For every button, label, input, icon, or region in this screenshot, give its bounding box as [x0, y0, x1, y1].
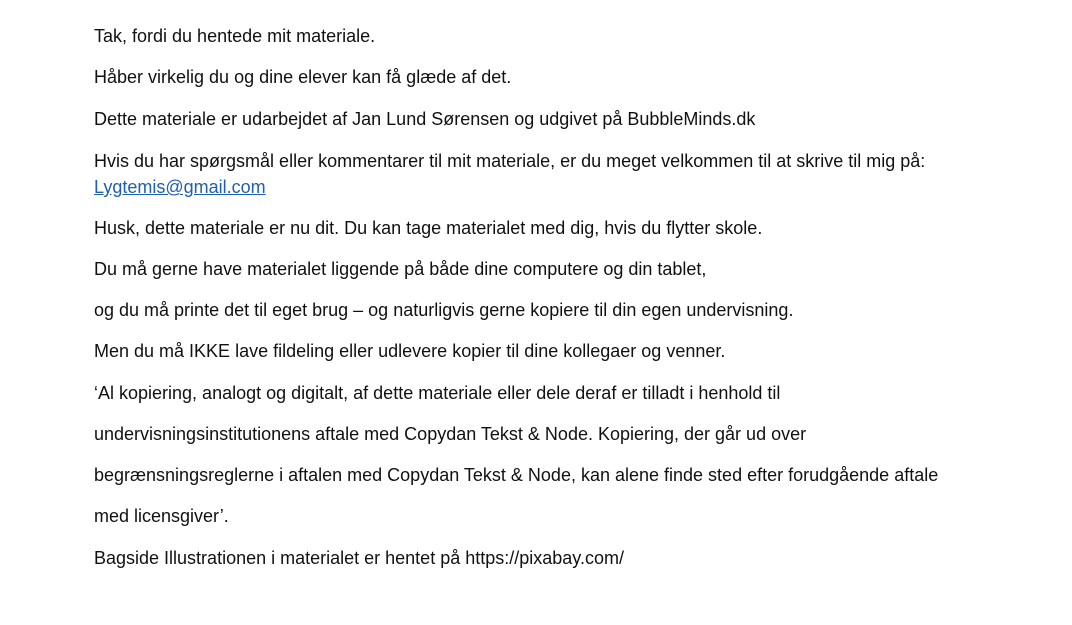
devices-line: Du må gerne have materialet liggende på både dine computere og din tablet, [94, 259, 707, 279]
email-link[interactable]: Lygtemis@gmail.com [94, 177, 266, 197]
author-line: Dette materiale er udarbejdet af Jan Lund Sørensen og udgivet på BubbleMinds.dk [94, 109, 756, 129]
ownership-line: Husk, dette materiale er nu dit. Du kan tage materialet med dig, hvis du flytter skole. [94, 218, 763, 238]
hope-line: Håber virkelig du og dine elever kan få glæde af det. [94, 67, 512, 87]
copydan-line-4: med licensgiver’. [94, 506, 229, 526]
sharing-restriction-line: Men du må IKKE lave fildeling eller udlevere kopier til dine kollegaer og venner. [94, 341, 726, 361]
copydan-line-1: ‘Al kopiering, analogt og digitalt, af dette materiale eller dele deraf er tilladt i henhold til [94, 383, 781, 403]
contact-line: Hvis du har spørgsmål eller kommentarer til mit materiale, er du meget velkommen til at skrive til mig på: [94, 151, 926, 171]
thanks-line: Tak, fordi du hentede mit materiale. [94, 26, 376, 46]
illustration-credit-line: Bagside Illustrationen i materialet er hentet på https://pixabay.com/ [94, 548, 624, 568]
copydan-line-2: undervisningsinstitutionens aftale med Copydan Tekst & Node. Kopiering, der går ud over [94, 424, 807, 444]
copydan-line-3: begrænsningsreglerne i aftalen med Copydan Tekst & Node, kan alene finde sted efter forudgående aftale [94, 465, 939, 485]
print-line: og du må printe det til eget brug – og naturligvis gerne kopiere til din egen undervisning. [94, 300, 794, 320]
